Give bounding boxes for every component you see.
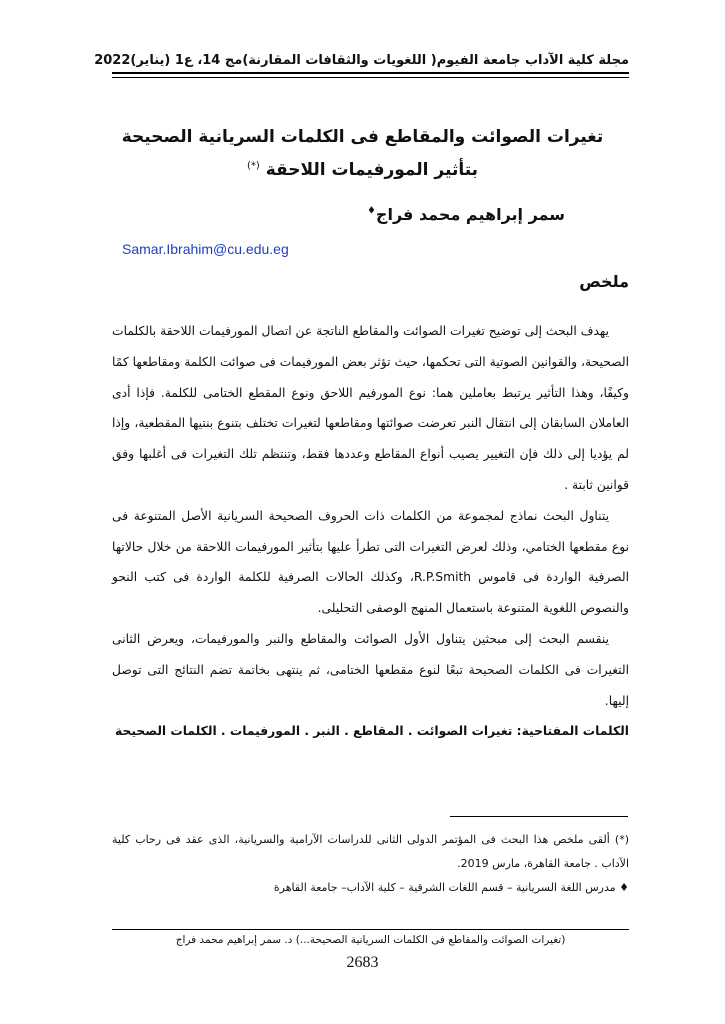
footnotes (112, 828, 629, 900)
page-number: 2683 (346, 954, 379, 971)
paper-title-line-1: تغيرات الصوائت والمقاطع فى الكلمات السريانية الصحيحة (121, 127, 604, 147)
footnote-separator (450, 816, 628, 817)
header-rule (112, 72, 629, 78)
footnote-1: (*) ألقى ملخص هذا البحث فى المؤتمر الدولى الثانى للدراسات الآرامية والسريانية، الذى عقد فى رحاب كلية الآداب . جامعة القاهرة، مارس 2019. (112, 833, 629, 870)
journal-name: مجلة كلية الآداب جامعة الفيوم (436, 53, 629, 68)
abstract-paragraph-1: يهدف البحث إلى توضيح تغيرات الصوائت والمقاطع الناتجة عن اتصال المورفيمات اللاحقة بالكلمات الصحيحة، والقوانين الصوتية التى تحكمها، حيث تؤثر بعض المورفيمات فى صوائت الكلمة ومقاطعها كمًا وكيفًا، وهذا التأثير يرتبط بعاملين هما: نوع المورفيم اللاحق ونوع المقطع الختامى للكلمة. فإذا أدى العاملان السابقان إلى انتقال النبر تعرضت صوائتها ومقاطعها لتغيرات تختلف بتنوع بنتيها المقطعية، وإذا لم يؤديا إلى ذلك فإن التغيير يصيب أنواع المقاطع وعددها فقط، وتنتظم تلك التغيرات فى أغلبها وفق قوانين ثابتة . (112, 324, 629, 492)
keywords-list: تغيرات الصوائت . المقاطع . النبر . المورفيمات . الكلمات الصحيحة (115, 724, 513, 739)
footnote-2: ♦ مدرس اللغة السريانية – قسم اللغات الشرقية – كلية الآداب– جامعة القاهرة (273, 881, 629, 894)
running-footer: (تغيرات الصوائت والمقاطع فى الكلمات السريانية الصحيحة...) د. سمر إبراهيم محمد فراج (112, 929, 629, 956)
author-name: سمر إبراهيم محمد فراج (375, 205, 565, 224)
abstract-paragraph-3: ينقسم البحث إلى مبحثين يتناول الأول الصوائت والمقاطع والنبر والمورفيمات، ويعرض الثانى التغيرات فى الكلمات الصحيحة تبعًا لنوع مقطعها الختامى، ثم ينتهى بخاتمة تضم النتائج التى توصل إليها. (112, 631, 629, 708)
abstract-body (112, 316, 629, 747)
journal-section: ( اللغويات والثقافات المقارنة) (242, 53, 437, 68)
title-footnote-mark: (*) (246, 160, 260, 172)
author-email-link[interactable]: Samar.Ibrahim@cu.edu.eg (122, 241, 289, 257)
abstract-paragraph-2: يتناول البحث نماذج لمجموعة من الكلمات ذات الحروف الصحيحة السريانية الأصل المتنوعة فى نوع مقطعها الختامي، وذلك لعرض التغيرات التى تطرأ عليها بتأثير المورفيمات اللاحقة من خلال حالاتها الصرفية الواردة فى قاموس R.P.Smith، وكذلك الحالات الصرفية للكلمة الواردة فى كتب النحو والنصوص اللغوية المتنوعة باستعمال المنهج الوصفى التحليلى. (112, 508, 629, 616)
paper-title-line-2-text: بتأثير المورفيمات اللاحقة (265, 160, 479, 180)
paper-title-line-2 (100, 160, 625, 180)
running-header (94, 44, 629, 68)
author-footnote-mark: ♦ (366, 205, 376, 217)
keywords-label: الكلمات المفتاحية: (516, 724, 629, 739)
keywords-line (112, 716, 629, 747)
abstract-heading: ملخص (579, 272, 629, 291)
journal-issue: مج 14، ع1 (يناير)2022 (94, 53, 243, 68)
author-line (367, 205, 565, 224)
